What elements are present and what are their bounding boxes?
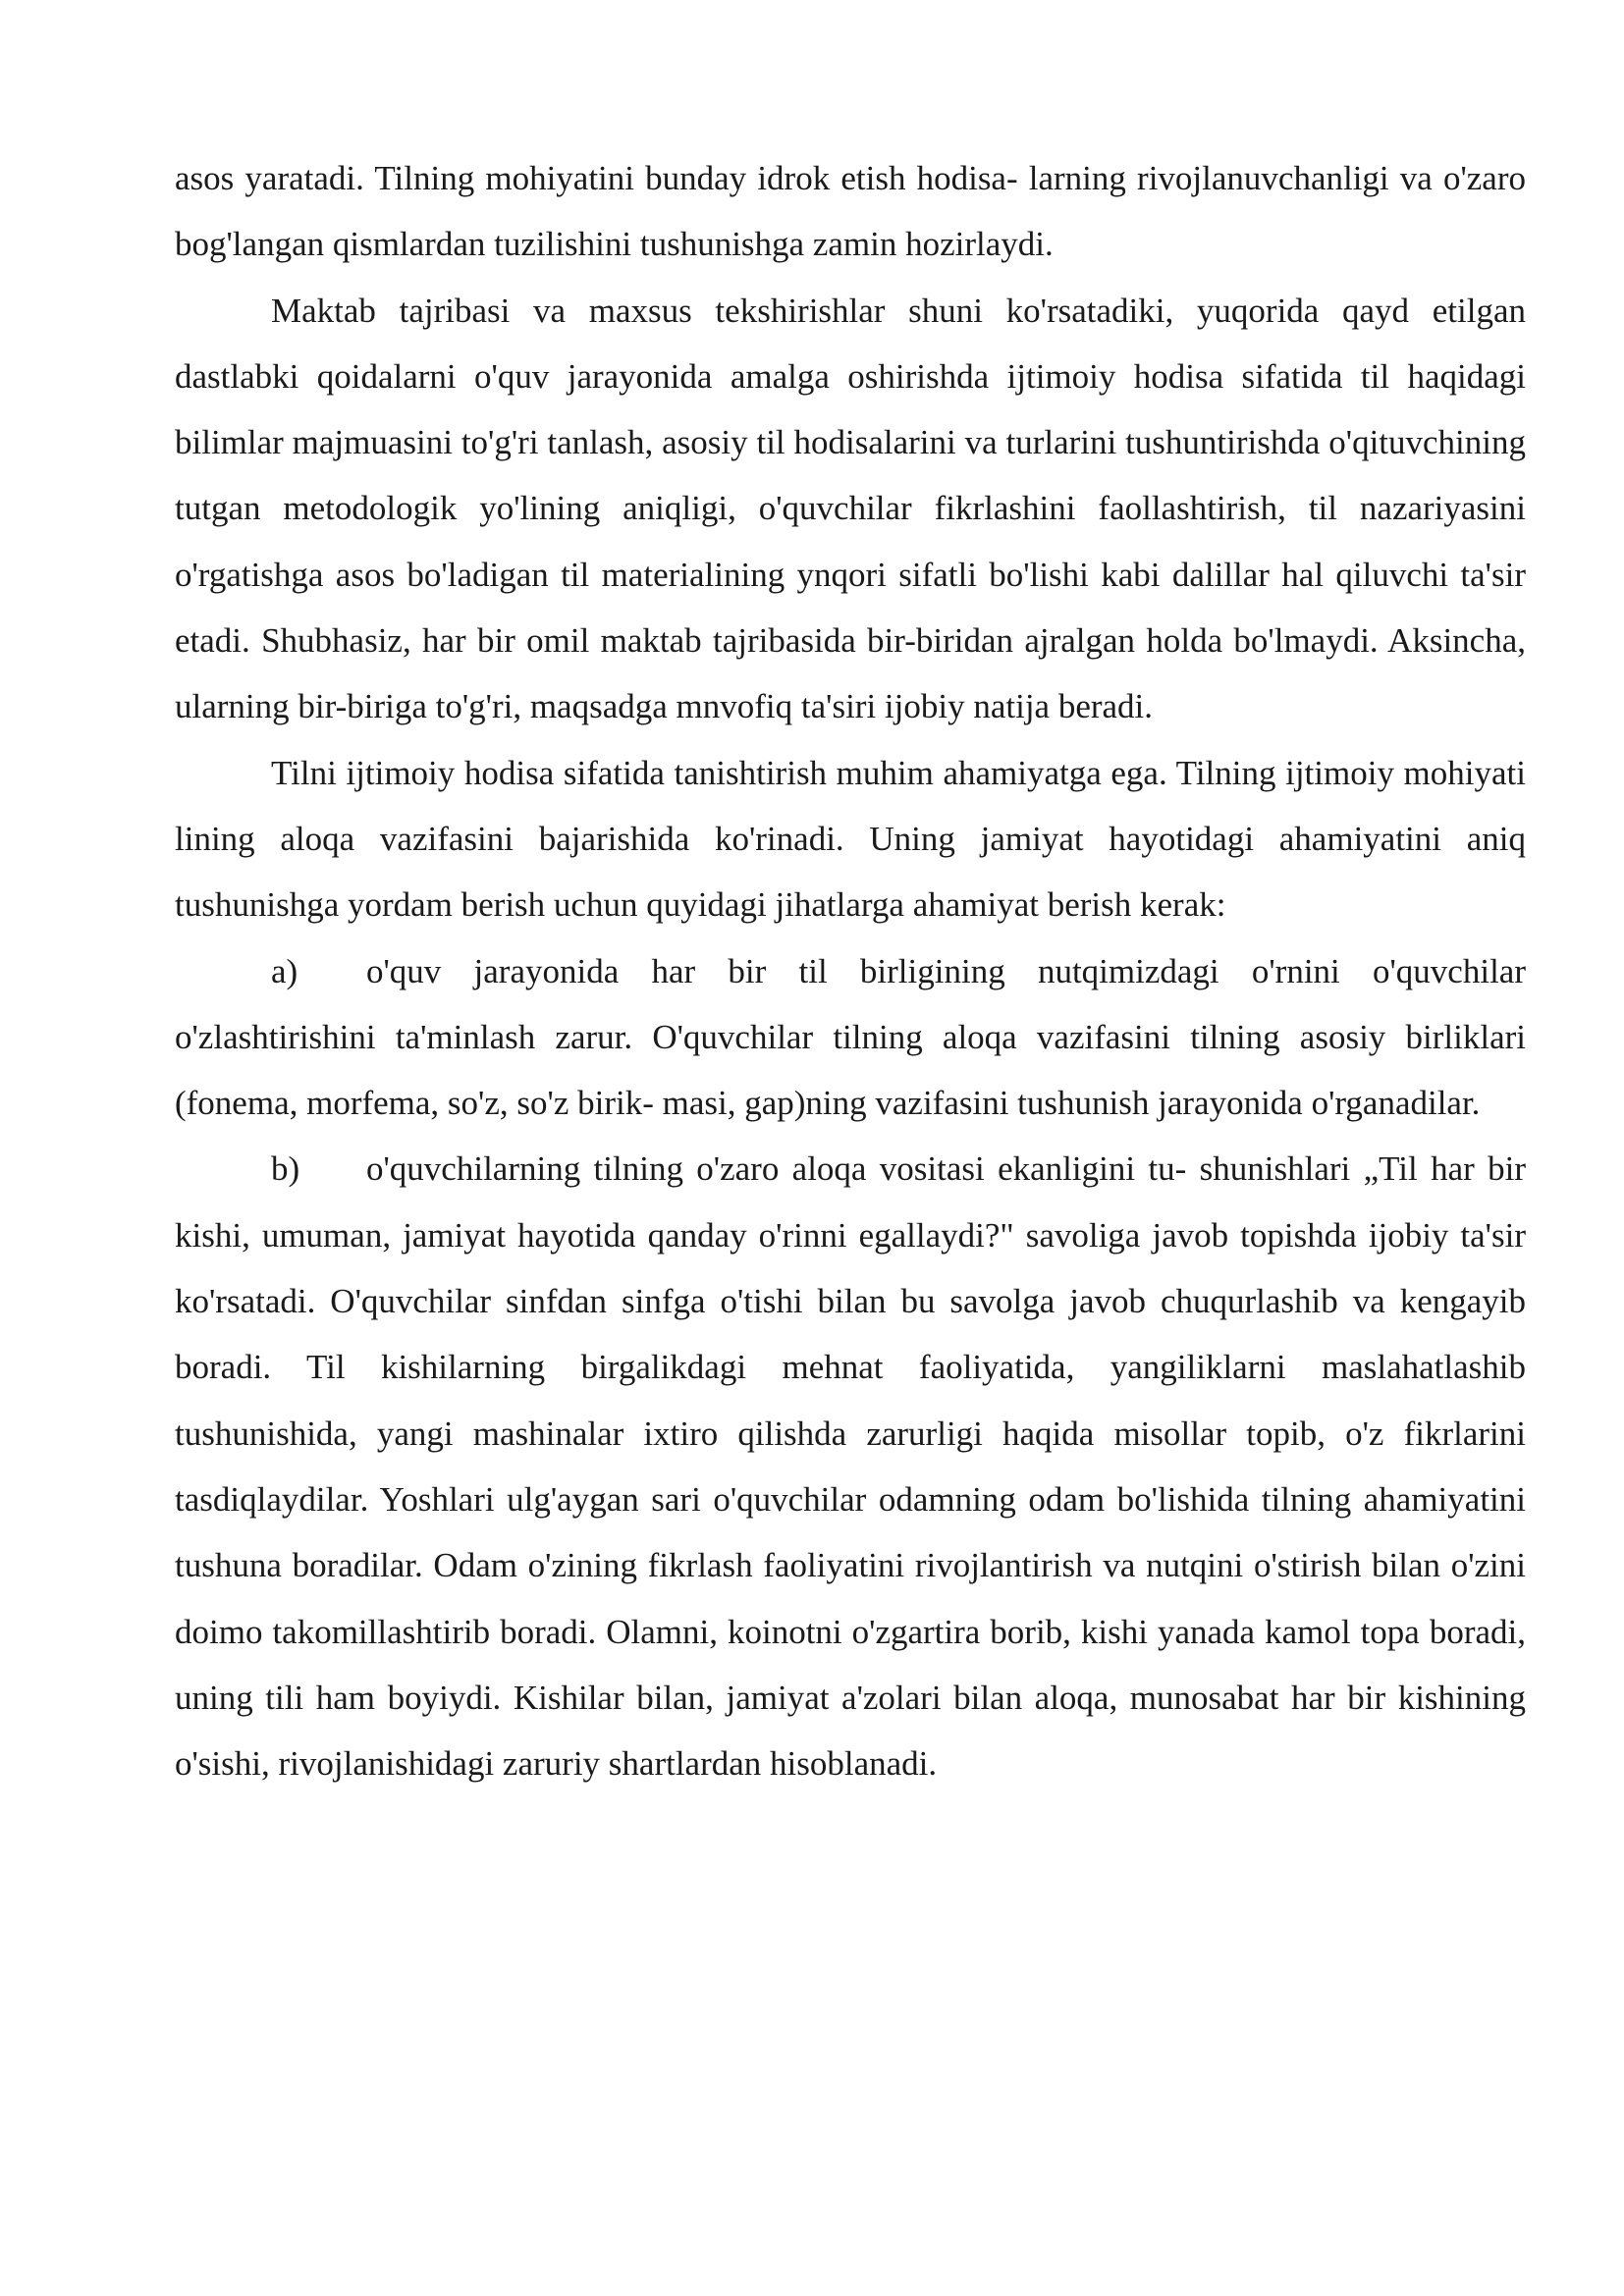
paragraph-continuation: asos yaratadi. Tilning mohiyatini bunday idrok etish hodisa- larning rivojlanuvchanligi va o'zaro bog'langan qismlardan tuzilishini tushunishga zamin hozirlaydi.	[175, 159, 1526, 264]
list-text-b: o'quvchilarning tilning o'zaro aloqa vositasi ekanligini tu- shunishlari „Til har bir kishi, umuman, jamiyat hayotida qanday o'rinni egallaydi?" savoliga javob topishda ijobiy ta'sir ko'rsatadi. O'quvchilar sinfdan sinfga o'tishi bilan bu savolga javob chuqurlashib va kengayib boradi. Til kishilarning birgalikdagi mehnat faoliyatida, yangiliklarni maslahatlashib tushunishida, yangi mashinalar ixtiro qilishda zarurligi haqida misollar topib, o'z fikrlarini tasdiqlaydilar. Yoshlari ulg'aygan sari o'quvchilar odamning odam bo'lishida tilning ahamiyatini tushuna boradilar. Odam o'zining fikrlash faoliyatini rivojlantirish va nutqini o'stirish bilan o'zini doimo takomillashtirib boradi. Olamni, koinotni o'zgartira borib, kishi yanada kamol topa boradi, uning tili ham boyiydi. Kishilar bilan, jamiyat a'zolari bilan aloqa, munosabat har bir kishining o'sishi, rivojlanishidagi zaruriy shartlardan hisoblanadi.	[175, 1149, 1526, 1784]
list-item-a	[175, 938, 1526, 1137]
paragraph-school-experience: Maktab tajribasi va maxsus tekshirishlar shuni ko'rsatadiki, yuqorida qayd etilgan dastlabki qoidalarni o'quv jarayonida amalga oshirishda ijtimoiy hodisa sifatida til haqidagi bilimlar majmuasini to'g'ri tanlash, asosiy til hodisalarini va turlarini tushuntirishda o'qituvchining tutgan metodologik yo'lining aniqligi, o'quvchilar fikrlashini faollashtirish, til nazariyasini o'rgatishga asos bo'ladigan til materialining ynqori sifatli bo'lishi kabi dalillar hal qiluvchi ta'sir etadi. Shubhasiz, har bir omil maktab tajribasida bir-biridan ajralgan holda bo'lmaydi. Aksincha, ularning bir-biriga to'g'ri, maqsadga mnvofiq ta'siri ijobiy natija beradi.	[175, 291, 1526, 726]
list-item-b	[175, 1136, 1526, 1796]
document-page	[175, 145, 1526, 1796]
list-marker-a: a)	[271, 951, 298, 990]
list-marker-b: b)	[271, 1149, 300, 1189]
list-text-a: o'quv jarayonida har bir til birligining nutqimizdagi o'rnini o'quvchilar o'zlashtirishini ta'minlash zarur. O'quvchilar tilning aloqa vazifasini tilning asosiy birliklari (fonema, morfema, so'z, so'z birik- masi, gap)ning vazifasini tushunish jarayonida o'rganadilar.	[175, 951, 1526, 1123]
paragraph-social-phenomenon: Tilni ijtimoiy hodisa sifatida tanishtirish muhim ahamiyatga ega. Tilning ijtimoiy mohiyati lining aloqa vazifasini bajarishida ko'rinadi. Uning jamiyat hayotidagi ahamiyatini aniq tushunishga yordam berish uchun quyidagi jihatlarga ahamiyat berish kerak:	[175, 753, 1526, 925]
